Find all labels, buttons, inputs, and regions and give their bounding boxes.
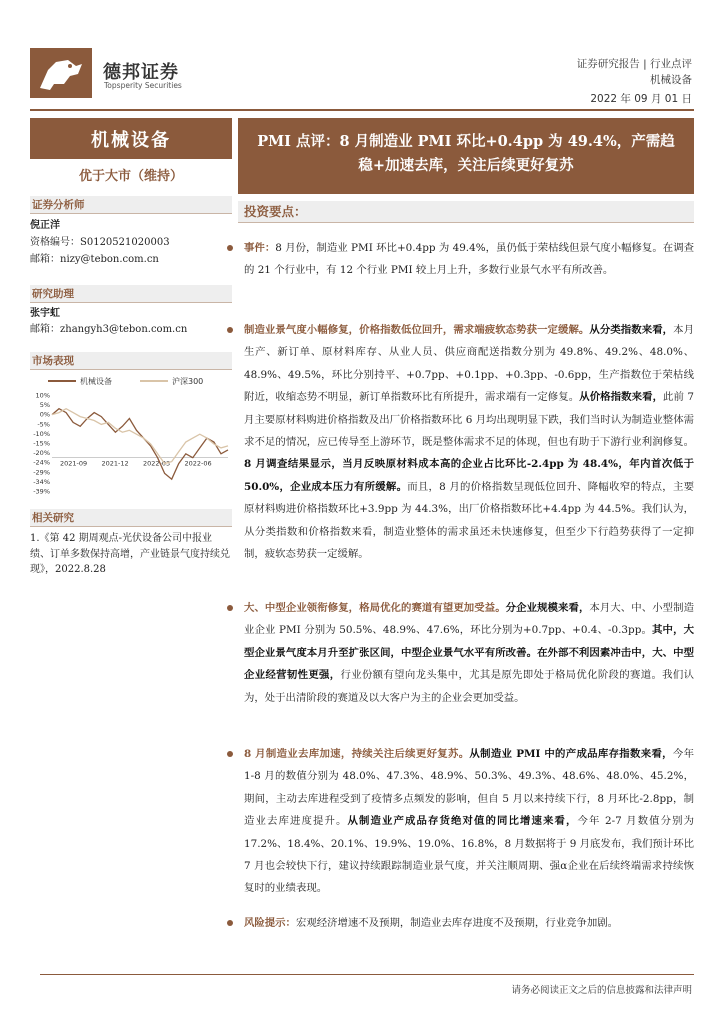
y-tick-label: 5% — [39, 401, 50, 410]
risk-lead: 风险提示： — [244, 917, 296, 929]
analyst-cert: 资格编号：S0120521020003 — [30, 237, 170, 248]
scale-bold-1: 分企业规模来看， — [505, 602, 590, 614]
event-lead: 事件： — [244, 242, 276, 254]
sector-title: 机械设备 — [30, 118, 232, 159]
y-tick-label: -24% — [33, 458, 50, 467]
assistant-heading: 研究助理 — [30, 285, 232, 303]
bullet-icon — [227, 751, 233, 757]
y-tick-label: -20% — [33, 449, 50, 458]
legend-label: 沪深300 — [172, 377, 204, 386]
pmi-bold-2: 从价格指数来看， — [579, 391, 664, 404]
risk-text: 宏观经济增速不及预期，制造业去库存进度不及预期，行业竞争加剧。 — [295, 917, 619, 929]
paragraph-scale — [244, 597, 694, 709]
report-type: 证券研究报告 | 行业点评 — [576, 58, 692, 70]
title-line-2: 稳+加速去库，关注后续更好复苏 — [358, 157, 574, 174]
logo-name: 德邦证券 — [103, 62, 179, 83]
footer-divider — [40, 974, 694, 975]
company-logo-icon — [30, 48, 92, 98]
footer-disclaimer[interactable]: 请务必阅读正文之后的信息披露和法律声明 — [511, 985, 692, 996]
pmi-bold-1: 从分类指数来看， — [589, 324, 674, 336]
series-line — [52, 409, 228, 480]
related-heading: 相关研究 — [30, 509, 232, 527]
report-date: 2022 年 09 月 01 日 — [590, 93, 692, 105]
y-tick-label: 0% — [39, 410, 50, 419]
pmi-text-1: 本月生产、新订单、原材料库存、从业人员、供应商配送指数分别为 49.8%、49.2%、48.0%、48.9%、49.5%，环比分别持平、+0.7pp、+0.1pp、+0.3pp、-0.6pp，生产指数位于荣枯线附近，收缩态势不明显，新订单指数环比有所提升，需求端有一定修复。 — [244, 324, 694, 404]
bullet-icon — [227, 920, 233, 926]
bullet-icon — [227, 327, 233, 333]
paragraph-risk — [244, 912, 694, 934]
pmi-bold-3: 8 月调查结果显示，当月反映原材料成本高的企业占比环比-2.4pp 为 48.4%，年内首次低于 50.0%，企业成本压力有所缓解。 — [244, 458, 694, 493]
pmi-text-3: 而且，8 月的价格指数呈现低位回升、降幅收窄的特点，主要原材料购进价格指数环比+3.9pp 为 44.3%，出厂价格指数环比+4.4pp 为 44.5%。我们认为，从分类指数和价格指数来看，制造业整体的需求虽还未快速修复，但至少下行趋势获得了一定抑制，疲软态势获一定缓解。 — [244, 480, 694, 561]
pmi-lead: 制造业景气度小幅修复，价格指数低位回升，需求端疲软态势获一定缓解。 — [244, 324, 590, 336]
y-tick-label: -39% — [33, 487, 50, 496]
inventory-bold-2: 从制造业产成品存货绝对值的同比增速来看， — [347, 815, 578, 828]
logo-english-name: Topsperity Securities — [104, 81, 182, 90]
y-tick-label: -5% — [37, 420, 50, 429]
inventory-lead: 8 月制造业去库加速，持续关注后续更好复苏。 — [244, 748, 470, 760]
bullet-icon — [227, 245, 233, 251]
header-industry: 机械设备 — [650, 74, 692, 86]
y-tick-label: -15% — [33, 439, 50, 448]
header-divider — [30, 109, 694, 111]
x-tick-label: 2021-12 — [101, 459, 129, 468]
y-tick-label: 10% — [35, 391, 50, 400]
scale-lead: 大、中型企业领衔修复，格局优化的赛道有望更加受益。 — [244, 602, 506, 614]
analyst-email[interactable]: 邮箱：nizy@tebon.com.cn — [30, 254, 159, 265]
analyst-name: 倪正洋 — [30, 220, 60, 231]
y-tick-label: -10% — [33, 429, 50, 438]
scale-text-2: 行业份额有望向龙头集中，尤其是原先即处于格局优化阶段的赛道。我们认为，处于出清阶段的赛道及以大客户为主的企业会更加受益。 — [244, 669, 694, 704]
x-tick-label: 2022-06 — [184, 459, 212, 468]
related-report-1[interactable]: 1.《第 42 期周观点-光伏设备公司中报业绩、订单多数保持高增，产业链景气度持续兑现》，2022.8.28 — [30, 533, 230, 575]
investment-heading: 投资要点： — [238, 201, 694, 223]
x-tick-label: 2021-09 — [60, 459, 88, 468]
scale-bold-2: 其中，大型企业景气度本月升至扩张区间，中型企业景气水平有所改善。在外部不利因素冲击中，大、中型企业经营韧性更强， — [244, 624, 694, 682]
inventory-text-2: 今年 2-7 月数值分别为 17.2%、18.4%、20.1%、19.9%、19.0%、16.8%，8 月数据将于 9 月底发布，我们预计环比 7 月也会较快下行，建议持续跟踪制造业景气度，并关注顺周期、强α企业在后续终端需求持续恢复时的业绩表现。 — [244, 815, 695, 895]
pmi-text-2: 此前 7 月主要原材料购进价格指数及出厂价格指数环比 6 月均出现明显下跌，我们当时认为制造业整体需求不足的情况，应已传导至上游环节，既是整体需求不足的体现，但也有助于下游行业利润修复。 — [244, 391, 694, 449]
assistant-email[interactable]: 邮箱：zhangyh3@tebon.com.cn — [30, 324, 188, 335]
analyst-heading: 证券分析师 — [30, 196, 232, 214]
series-line — [52, 409, 228, 464]
paragraph-inventory — [244, 743, 694, 900]
y-tick-label: -29% — [33, 468, 50, 477]
inventory-text-1: 今年 1-8 月的数值分别为 48.0%、47.3%、48.9%、50.3%、49.3%、48.6%、48.0%、45.2%，期间，主动去库进程受到了疫情多点频发的影响，但自 5 月以来持续下行，8 月环比-2.8pp，制造业去库进度提升。 — [244, 748, 694, 828]
paragraph-event — [244, 237, 694, 282]
y-tick-label: -34% — [33, 477, 50, 486]
market-performance-chart — [30, 373, 232, 498]
bullet-icon — [227, 605, 233, 611]
paragraph-pmi — [244, 319, 694, 565]
market-heading: 市场表现 — [30, 352, 232, 370]
x-tick-label: 2022-03 — [143, 459, 171, 468]
event-text: 8 月份，制造业 PMI 环比+0.4pp 为 49.4%，虽仍低于荣枯线但景气度小幅修复。在调查的 21 个行业中，有 12 个行业 PMI 较上月上升，多数行业景气水平有所改善。 — [244, 242, 694, 277]
assistant-name: 张宇虹 — [30, 308, 60, 319]
legend-label: 机械设备 — [80, 377, 112, 386]
scale-text-1: 本月大、中、小型制造业企业 PMI 分别为 50.5%、48.9%、47.6%，环比分别为+0.7pp、+0.4、-0.3pp。 — [244, 602, 694, 637]
rating: 优于大市（维持） — [78, 169, 183, 184]
report-title — [238, 118, 694, 194]
title-line-1: PMI 点评：8 月制造业 PMI 环比+0.4pp 为 49.4%，产需趋 — [257, 133, 675, 150]
inventory-bold-1: 从制造业 PMI 中的产成品库存指数来看， — [469, 748, 673, 760]
